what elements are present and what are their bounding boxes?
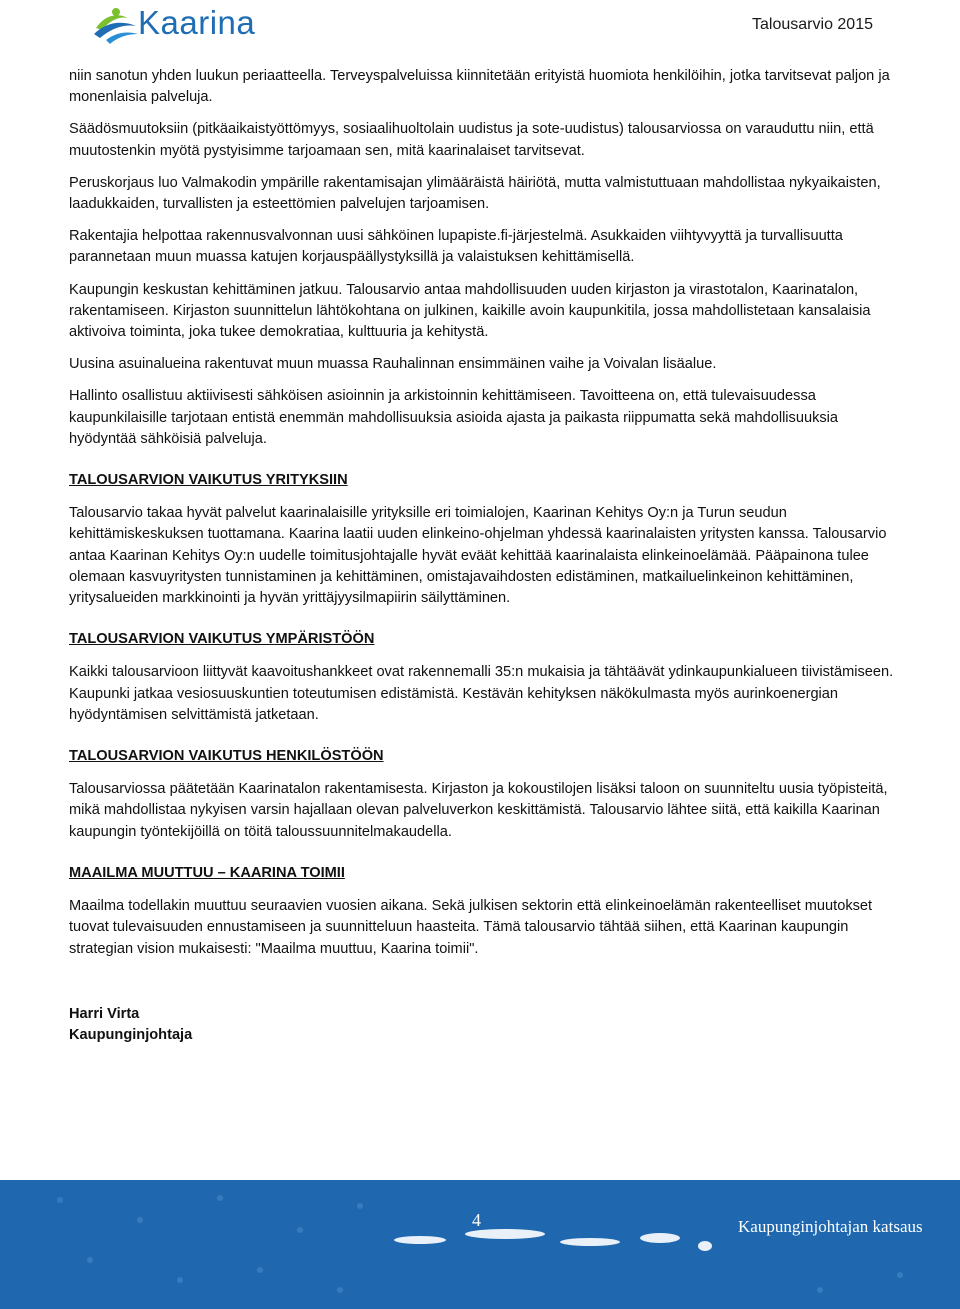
- paragraph: Peruskorjaus luo Valmakodin ympärille rakentamisajan ylimääräistä häiriötä, mutta valmistuttuaan mahdollistaa nykyaikaisten, laadukkaiden, turvallisten ja esteettömien palvelujen tarjoamisen.: [69, 174, 881, 213]
- wave-emblem-icon: [92, 4, 142, 46]
- signature-role: Kaupunginjohtaja: [69, 1026, 193, 1043]
- paragraph: Uusina asuinalueina rakentuvat muun muassa Rauhalinnan ensimmäinen vaihe ja Voivalan lisäalue.: [69, 356, 717, 373]
- paragraph: Säädösmuutoksiin (pitkäaikaistyöttömyys, sosiaalihuoltolain uudistus ja sote-uudistus) talousarviossa on varauduttu niin, että muutostenkin myötä pystyisimme tarjoamaan sen, mitä kaarinalaiset tarvitsevat.: [69, 121, 874, 159]
- logo-wordmark: Kaarina: [138, 4, 256, 41]
- section-heading-world-changes: MAAILMA MUUTTUU – KAARINA TOIMII: [69, 864, 345, 881]
- page-number: 4: [472, 1210, 481, 1230]
- kaarina-logo: [92, 4, 272, 46]
- section-title: Kaupunginjohtajan katsaus: [738, 1217, 923, 1236]
- paragraph: Rakentajia helpottaa rakennusvalvonnan uusi sähköinen lupapiste.fi-järjestelmä. Asukkaiden viihtyvyyttä ja turvallisuutta parannetaan muun muassa katujen korjauspäällystyksillä ja valaistuksen kehittämisellä.: [69, 228, 843, 266]
- footer-wave-decoration-icon: [0, 1180, 960, 1309]
- page-header: [0, 0, 960, 60]
- page-footer: [0, 1180, 960, 1309]
- section-heading-businesses: TALOUSARVION VAIKUTUS YRITYKSIIN: [69, 472, 348, 489]
- paragraph: Talousarviossa päätetään Kaarinatalon rakentamisesta. Kirjaston ja kokoustilojen lisäksi taloon on suunniteltu uusia työpisteitä, mikä mahdollistaa nykyisen varsin hajallaan olevan palveluverkon keskittämistä. Talousarvio lähtee siitä, että kaikilla Kaarinan kaupungin työntekijöillä on töitä taloussuunnitelmakaudella.: [69, 781, 888, 840]
- main-content: [69, 66, 899, 1046]
- paragraph: Talousarvio takaa hyvät palvelut kaarinalaisille yrityksille eri toimialojen, Kaarinan Kehitys Oy:n ja Turun seudun kehittämiskeskuksen tuottamana. Kaarina laatii uuden elinkeino-ohjelman yhdessä kaarinalaisten yritysten kanssa. Talousarvio antaa Kaarinan Kehitys Oy:n uudelle toimitusjohtajalle hyvät eväät kehittää kaarinalaista elinkeinoelämää. Pääpainona tulee olemaan kasvuyritysten tunnistaminen ja kehittäminen, omistajavaihdosten edistäminen, matkailuelinkeinon kehittäminen, yritysalueiden markkinointi ja hyvän yrittäjyysilmapiirin säilyttäminen.: [69, 505, 887, 607]
- signature-block: [69, 1004, 899, 1046]
- paragraph: niin sanotun yhden luukun periaatteella. Terveyspalveluissa kiinnitetään erityistä huomiota henkilöihin, jotka tarvitsevat paljon ja monenlaisia palveluja.: [69, 68, 890, 106]
- signature-name: Harri Virta: [69, 1005, 140, 1022]
- paragraph: Hallinto osallistuu aktiivisesti sähköisen asioinnin ja arkistoinnin kehittämiseen. Tavoitteena on, että tulevaisuudessa kaupunkilaisille tarjotaan entistä enemmän mahdollisuuksia asioida ajasta ja paikasta riippumatta sekä mahdollisuuksia hyödyntää sähköisiä palveluja.: [69, 388, 839, 447]
- paragraph: Maailma todellakin muuttuu seuraavien vuosien aikana. Sekä julkisen sektorin että elinkeinoelämän rakenteelliset muutokset tuovat tulevaisuuden ennustamiseen ja suunnitteluun haasteita. Tämä talousarvio tähtää siihen, että Kaarinan kaupungin strategian vision mukaisesti: "Maailma muuttuu, Kaarina toimii".: [69, 898, 873, 957]
- paragraph: Kaupungin keskustan kehittäminen jatkuu. Talousarvio antaa mahdollisuuden uuden kirjaston ja virastotalon, Kaarinatalon, rakentamiseen. Kirjaston suunnittelun lähtökohtana on julkinen, kaikille avoin kaupunkitila, jossa mahdollistetaan kansalaisia aktivoiva toiminta, joka tukee demokratiaa, kulttuuria ja kehitystä.: [69, 281, 871, 341]
- section-heading-environment: TALOUSARVION VAIKUTUS YMPÄRISTÖÖN: [69, 631, 375, 648]
- document-title: Talousarvio 2015: [752, 16, 873, 33]
- section-heading-personnel: TALOUSARVION VAIKUTUS HENKILÖSTÖÖN: [69, 748, 384, 765]
- paragraph: Kaikki talousarvioon liittyvät kaavoitushankkeet ovat rakennemalli 35:n mukaisia ja tähtäävät ydinkaupunkialueen tiivistämiseen. Kaupunki jatkaa vesiosuuskuntien toteutumisen edistämistä. Kestävän kehityksen näkökulmasta myös aurinkoenergian hyödyntämisen selvittämistä jatketaan.: [69, 664, 894, 723]
